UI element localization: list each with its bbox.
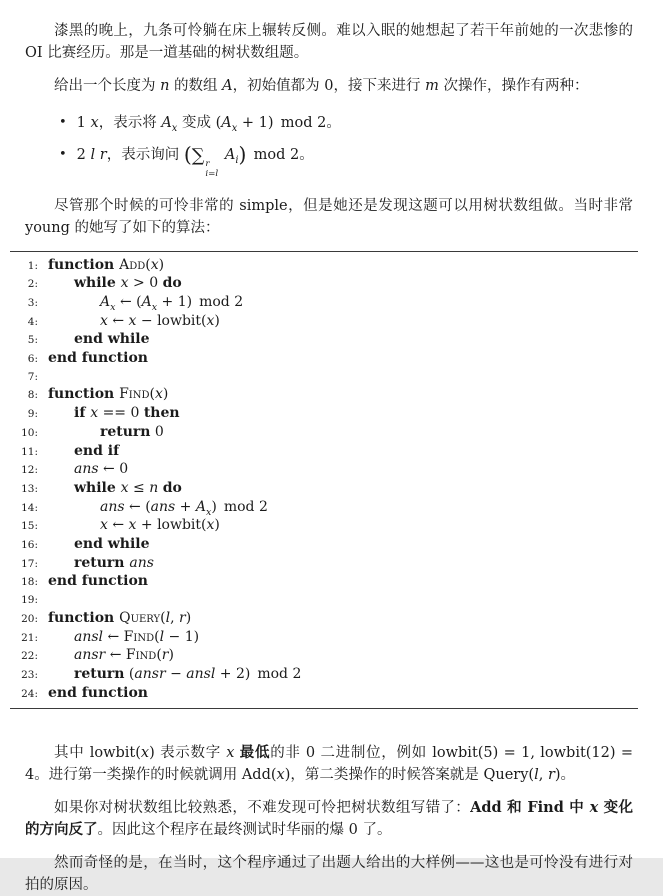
code-content: x ← x + lowbit(x)	[100, 517, 220, 534]
paragraph: 给出一个长度为 n 的数组 A，初始值都为 0，接下来进行 m 次操作，操作有两种：	[54, 78, 589, 94]
code-content: ans ← 0	[74, 461, 129, 478]
line-number: 4:	[27, 315, 38, 328]
algorithm-line	[10, 294, 638, 313]
line-number: 14:	[21, 501, 38, 514]
algorithm-line	[10, 386, 638, 405]
bullet-list	[25, 112, 633, 179]
paragraph: 如果你对树状数组比较熟悉，不难发现可怜把树状数组写错了：Add 和 Find 中 x 变化的方向反了。因此这个程序在最终测试时华丽的爆 0 了。	[25, 799, 633, 839]
top-paragraphs	[25, 20, 633, 97]
line-number: 19:	[21, 594, 38, 607]
line-number: 8:	[27, 389, 38, 402]
code-content: while x > 0 do	[74, 275, 182, 292]
line-number: 6:	[27, 353, 38, 366]
code-content: function Find(x)	[48, 386, 169, 403]
line-number: 7:	[27, 370, 38, 383]
code-content: if x == 0 then	[74, 405, 180, 422]
line-number: 5:	[27, 334, 38, 347]
code-content: end function	[48, 573, 148, 590]
bullet-item	[25, 112, 633, 134]
line-number: 20:	[21, 612, 38, 625]
line-number: 22:	[21, 650, 38, 663]
algorithm-line	[10, 369, 638, 387]
algorithm-line	[10, 350, 638, 369]
algorithm-line	[10, 331, 638, 350]
algorithm-line	[10, 499, 638, 518]
code-content: return 0	[100, 423, 164, 440]
code-content: end if	[74, 442, 120, 459]
algorithm-line	[10, 517, 638, 536]
line-number: 18:	[21, 576, 38, 589]
algorithm-line	[10, 666, 638, 685]
line-number: 24:	[21, 687, 38, 700]
bottom-paragraphs	[25, 742, 633, 896]
line-number: 10:	[21, 426, 38, 439]
algorithm-line	[10, 257, 638, 276]
code-content: ans ← $(ans + A_x)$ mod 2	[100, 498, 268, 518]
line-number: 12:	[21, 464, 38, 477]
algorithm-line	[10, 610, 638, 629]
code-content: function Add(x)	[48, 256, 165, 273]
bullet-text: 1 x，表示将 $A_x$ 变成 $(A_x + 1)$ mod 2。	[76, 115, 341, 134]
code-content: end while	[74, 536, 150, 553]
code-content: return ans	[74, 554, 154, 571]
algorithm-line	[10, 647, 638, 666]
bullet-icon: •	[59, 115, 67, 130]
code-content: end function	[48, 684, 148, 701]
algorithm-line	[10, 629, 638, 648]
algorithm-line	[10, 592, 638, 610]
code-content: ansl ← Find(l − 1)	[74, 628, 200, 645]
line-number: 11:	[21, 445, 38, 458]
line-number: 23:	[21, 668, 38, 681]
line-number: 15:	[21, 520, 38, 533]
paragraph: 然而奇怪的是，在当时，这个程序通过了出题人给出的大样例——这也是可怜没有进行对拍的原因。	[25, 855, 633, 894]
intro-paragraph-container	[25, 195, 633, 239]
algorithm-line	[10, 461, 638, 480]
paragraph: 其中 lowbit(x) 表示数字 x 最低的非 0 二进制位，例如 lowbit(5) = 1, lowbit(12) = 4。进行第一类操作的时候就调用 Add(x)，第二类操作的时候答案就是 Query(l, r)。	[25, 744, 634, 784]
bullet-icon: •	[59, 147, 67, 162]
bullet-text: 2 l r，表示询问 (∑ r i=l $A_i$) mod 2。	[76, 142, 314, 179]
code-content: return (ansr − ansl + 2) mod 2	[74, 665, 302, 682]
paragraph: 尽管那个时候的可怜非常的 simple，但是她还是发现这题可以用树状数组做。当时非常 young 的她写了如下的算法：	[25, 197, 633, 236]
code-content: x ← x − lowbit(x)	[100, 312, 220, 329]
code-content: function Query(l, r)	[48, 609, 192, 626]
algorithm-line	[10, 405, 638, 424]
algorithm-block	[10, 251, 638, 710]
algorithm-line	[10, 443, 638, 462]
algorithm-line	[10, 424, 638, 443]
algorithm-line	[10, 573, 638, 592]
algorithm-line	[10, 555, 638, 574]
paragraph: 漆黑的晚上，九条可怜躺在床上辗转反侧。难以入眠的她想起了若干年前她的一次悲惨的 OI 比赛经历。那是一道基础的树状数组题。	[25, 23, 633, 61]
sum-limits: r i=l	[205, 158, 219, 179]
line-number: 1:	[27, 259, 38, 272]
code-content: while x ≤ n do	[74, 479, 182, 496]
line-number: 13:	[21, 482, 38, 495]
line-number: 3:	[27, 296, 38, 309]
code-content: end while	[74, 331, 150, 348]
line-number: 9:	[27, 408, 38, 421]
code-content: $A_x$ ← $(A_x + 1)$ mod 2	[100, 293, 244, 313]
line-number: 21:	[21, 631, 38, 644]
algorithm-line	[10, 480, 638, 499]
bullet-item	[25, 144, 633, 179]
algorithm-line	[10, 685, 638, 704]
algorithm-line	[10, 313, 638, 332]
line-number: 2:	[27, 278, 38, 291]
algorithm-line	[10, 536, 638, 555]
code-content: ansr ← Find(r)	[74, 647, 174, 664]
line-number: 17:	[21, 557, 38, 570]
line-number: 16:	[21, 539, 38, 552]
code-content: end function	[48, 350, 148, 367]
algorithm-line	[10, 275, 638, 294]
